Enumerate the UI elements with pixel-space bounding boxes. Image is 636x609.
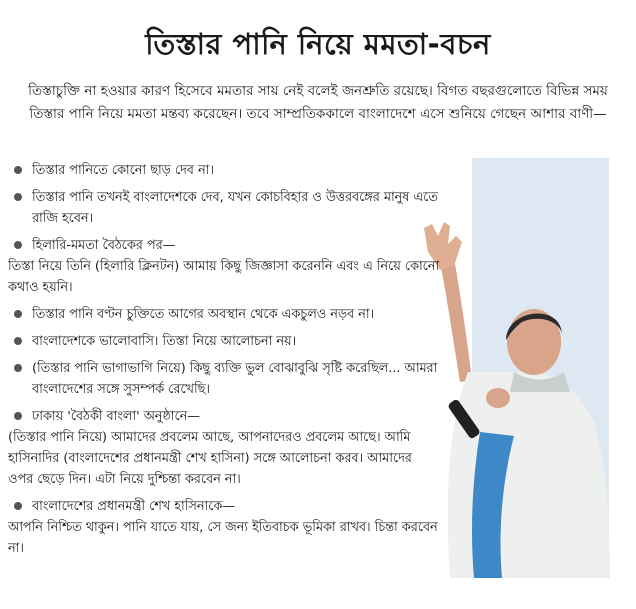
list-item: [8, 331, 440, 352]
list-item: [8, 187, 440, 229]
page-title: তিস্তার পানি নিয়ে মমতা-বচন: [145, 27, 491, 61]
bullet-icon: [14, 166, 22, 174]
list-item: [8, 358, 440, 400]
bullet-icon: [14, 502, 22, 510]
quote-body: তিস্তা নিয়ে তিনি (হিলারি ক্লিনটন) আমায় কিছু জিজ্ঞাসা করেননি এবং এ নিয়ে কোনো কথাও হয়নি।: [8, 259, 440, 295]
white-saree: [448, 372, 610, 578]
bullet-icon: [14, 364, 22, 372]
bullet-text: বাংলাদেশের প্রধানমন্ত্রী শেখ হাসিনাকে—: [32, 499, 236, 514]
bullet-icon: [14, 310, 22, 318]
quote-list: [8, 160, 440, 565]
list-item: [8, 496, 440, 559]
bullet-icon: [14, 241, 22, 249]
bullet-text: তিস্তার পানিতে কোনো ছাড় দেব না।: [32, 163, 214, 178]
bullet-icon: [14, 193, 22, 201]
list-item: [8, 304, 440, 325]
list-item: [8, 235, 440, 298]
bullet-text: হিলারি-মমতা বৈঠকের পর—: [32, 238, 176, 253]
bullet-text: (তিস্তার পানি ভাগাভাগি নিয়ে) কিছু ব্যক্তি ভুল বোঝাবুঝি সৃষ্টি করেছিল... আমরা বাংলাদেশের সঙ্গে সুসম্পর্ক রেখেছি।: [32, 361, 438, 397]
list-item: [8, 406, 440, 490]
bullet-text: তিস্তার পানি বণ্টন চুক্তিতে আগের অবস্থান থেকে একচুলও নড়ব না।: [32, 307, 375, 322]
bullet-icon: [14, 412, 22, 420]
quote-body: (তিস্তার পানি নিয়ে) আমাদের প্রবলেম আছে, আপনাদেরও প্রবলেম আছে। আমি হাসিনাদির (বাংলাদেশের প্রধানমন্ত্রী শেখ হাসিনা) সঙ্গে আলোচনা করব। আমাদের ওপর ছেড়ে দিন। এটা নিয়ে দুশ্চিন্তা করবেন না।: [8, 430, 412, 487]
speaker-photo: [410, 222, 620, 578]
quote-body: আপনি নিশ্চিত থাকুন। পানি যাতে যায়, সে জন্য ইতিবাচক ভূমিকা রাখব। চিন্তা করবেন না।: [8, 520, 438, 556]
bullet-text: তিস্তার পানি তখনই বাংলাদেশকে দেব, যখন কোচবিহার ও উত্তরবঙ্গের মানুষ এতে রাজি হবেন।: [32, 190, 438, 226]
bullet-icon: [14, 337, 22, 345]
bullet-text: বাংলাদেশকে ভালোবাসি। তিস্তা নিয়ে আলোচনা নয়।: [32, 334, 297, 349]
intro-paragraph: তিস্তাচুক্তি না হওয়ার কারণ হিসেবে মমতার সায় নেই বলেই জনশ্রুতি রয়েছে। বিগত বছরগুলোতে বিভিন্ন সময় তিস্তার পানি নিয়ে মমতা মন্তব্য করেছেন। তবে সাম্প্রতিককালে বাংলাদেশে এসে শুনিয়ে গেছেন আশার বাণী—: [28, 83, 608, 122]
list-item: [8, 160, 440, 181]
bullet-text: ঢাকায় 'বৈঠকী বাংলা' অনুষ্ঠানে—: [32, 409, 201, 424]
raised-arm: [440, 258, 472, 382]
mic-hand: [486, 388, 510, 408]
